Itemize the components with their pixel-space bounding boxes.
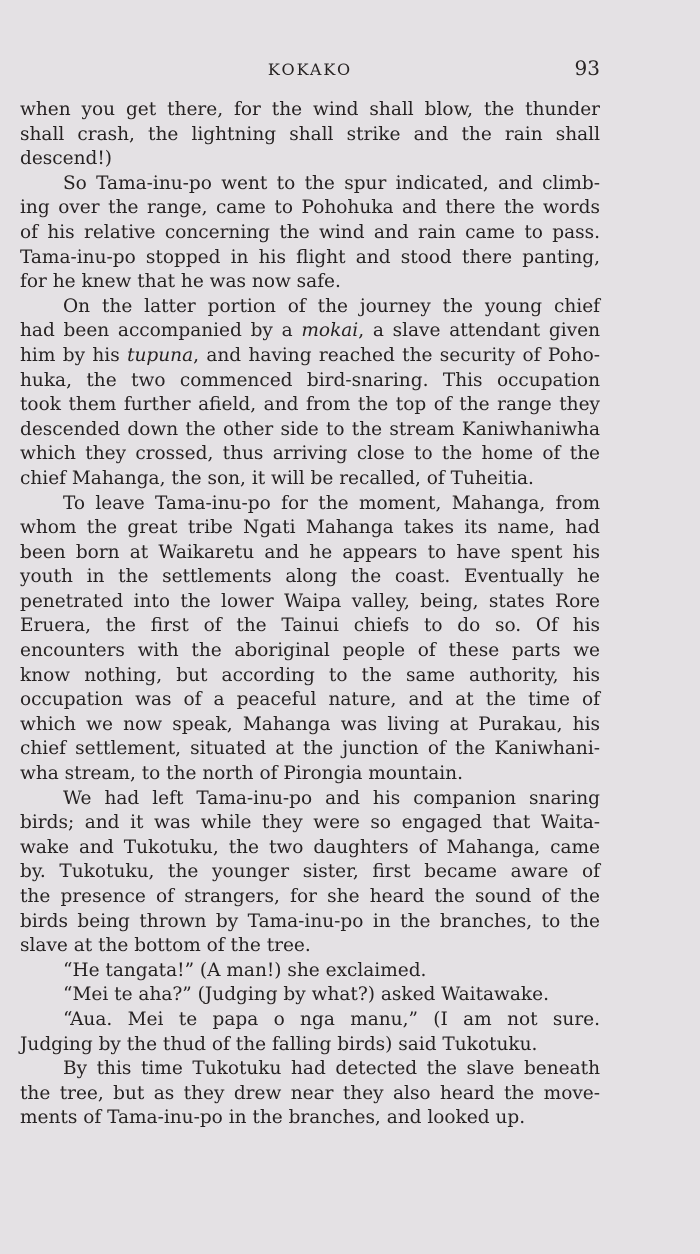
body-text — [20, 98, 600, 1131]
text-line: descend!) — [20, 148, 113, 170]
text-line: birds being thrown by Tama-inu-po in the branches, to the — [20, 910, 600, 932]
text-line: chief Mahanga, the son, it will be recalled, of Tuheitia. — [20, 467, 534, 489]
maori-term-tupuna: tupuna — [127, 344, 194, 366]
text-line: been born at Waikaretu and he appears to have spent his — [20, 541, 600, 563]
text-segment: , and having reached the security of Poho- — [193, 344, 601, 366]
text-line: Eruera, the first of the Tainui chiefs to do so. Of his — [20, 615, 600, 637]
text-line: huka, the two commenced bird-snaring. This occupation — [20, 369, 600, 391]
paragraph-first-line: So Tama-inu-po went to the spur indicated, and climb- — [63, 172, 600, 194]
text-line: ments of Tama-inu-po in the branches, and looked up. — [20, 1107, 526, 1129]
paragraph-first-line: By this time Tukotuku had detected the slave beneath — [63, 1058, 600, 1080]
page-number: 93 — [574, 56, 600, 80]
text-line: know nothing, but according to the same authority, his — [20, 664, 600, 686]
text-line: whom the great tribe Ngati Mahanga takes its name, had — [20, 517, 600, 539]
running-title: KOKAKO — [267, 60, 353, 79]
dialogue-line: “Mei te aha?” (Judging by what?) asked Waitawake. — [63, 984, 549, 1006]
text-line: Tama-inu-po stopped in his flight and stood there panting, — [20, 246, 600, 268]
text-line: penetrated into the lower Waipa valley, being, states Rore — [20, 590, 600, 612]
text-line: by. Tukotuku, the younger sister, first became aware of — [20, 861, 600, 883]
text-line: youth in the settlements along the coast. Eventually he — [20, 566, 600, 588]
text-line: Judging by the thud of the falling birds) said Tukotuku. — [20, 1033, 538, 1055]
text-line — [20, 344, 600, 369]
text-line: wha stream, to the north of Pirongia mountain. — [20, 763, 463, 785]
text-segment: him by his — [20, 344, 128, 366]
paragraph-first-line: We had left Tama-inu-po and his companion snaring — [63, 787, 600, 809]
paragraph-first-line: On the latter portion of the journey the young chief — [63, 295, 600, 317]
dialogue-line: “He tangata!” (A man!) she exclaimed. — [63, 959, 427, 981]
text-line: the presence of strangers, for she heard the sound of the — [20, 886, 600, 907]
text-line: slave at the bottom of the tree. — [20, 935, 311, 957]
text-line: wake and Tukotuku, the two daughters of Mahanga, came — [20, 836, 600, 858]
paragraph-first-line: To leave Tama-inu-po for the moment, Mahanga, from — [63, 492, 600, 514]
text-line: shall crash, the lightning shall strike and the rain shall — [20, 123, 600, 145]
text-segment: , a slave attendant given — [358, 320, 600, 342]
text-line: for he knew that he was now safe. — [20, 271, 341, 293]
dialogue-line: “Aua. Mei te papa o nga manu,” (I am not sure. — [63, 1008, 600, 1030]
text-line: the tree, but as they drew near they also heard the move- — [20, 1082, 600, 1104]
text-line: birds; and it was while they were so engaged that Waita- — [20, 812, 600, 834]
text-line: chief settlement, situated at the junction of the Kaniwhani- — [20, 738, 600, 760]
text-line: occupation was of a peaceful nature, and at the time of — [20, 689, 600, 711]
text-line — [20, 319, 600, 344]
text-line: when you get there, for the wind shall blow, the thunder — [20, 99, 600, 120]
text-line: descended down the other side to the stream Kaniwhaniwha — [20, 418, 600, 440]
text-segment: had been accompanied by a — [20, 320, 302, 342]
text-line: of his relative concerning the wind and rain came to pass. — [20, 221, 600, 243]
text-line: ing over the range, came to Pohohuka and there the words — [20, 197, 600, 219]
text-line: took them further afield, and from the top of the range they — [20, 394, 600, 416]
text-line: which we now speak, Mahanga was living at Purakau, his — [20, 713, 600, 735]
text-line: encounters with the aboriginal people of these parts we — [20, 640, 600, 662]
maori-term-mokai: mokai — [301, 320, 359, 342]
text-line: which they crossed, thus arriving close to the home of the — [20, 443, 600, 465]
